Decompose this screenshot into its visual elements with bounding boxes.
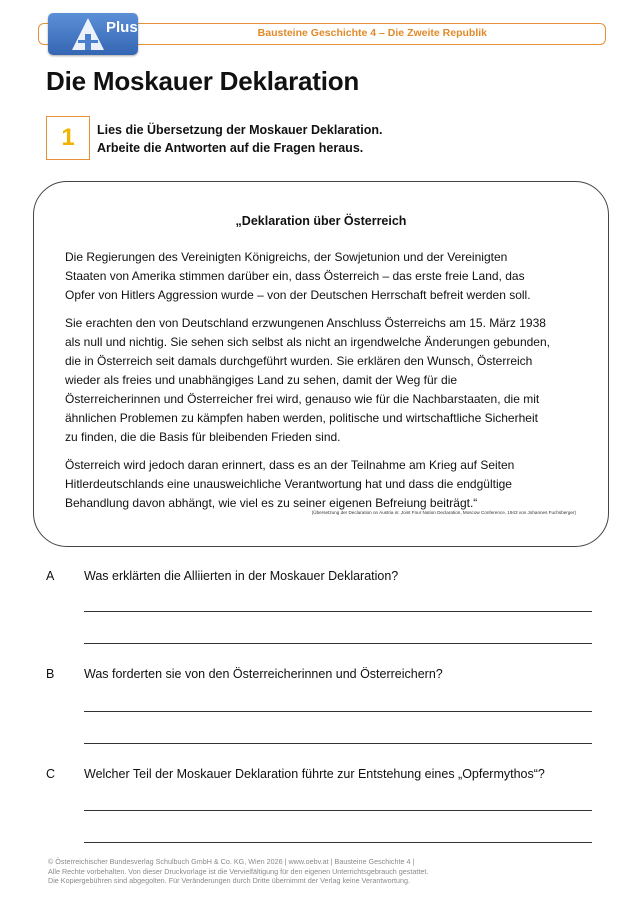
source-title: „Deklaration über Österreich	[235, 214, 407, 228]
answer-line-a2[interactable]	[84, 643, 592, 644]
source-box	[33, 181, 609, 547]
question-c-text: Welcher Teil der Moskauer Deklaration führte zur Entstehung eines „Opfermythos“?	[84, 767, 545, 781]
source-line: zu finden, die die Basis für bleibenden Frieden sind.	[65, 430, 341, 444]
source-line: wieder als freies und unabhängiges Land zu sehen, damit der Weg für die	[65, 373, 458, 387]
answer-line-b1[interactable]	[84, 711, 592, 712]
source-paragraph	[65, 456, 595, 513]
question-letter-c: C	[46, 767, 56, 781]
answer-line-a1[interactable]	[84, 611, 592, 612]
task-line: Lies die Übersetzung der Moskauer Deklaration.	[97, 123, 383, 137]
source-line: Österreicherinnen und Österreicher frei wird, genauso wie für die Nachbarstaaten, die mit	[65, 392, 540, 406]
source-line: Sie erachten den von Deutschland erzwungenen Anschluss Österreichs am 15. März 1938	[65, 316, 546, 330]
task-instructions	[97, 121, 383, 157]
source-line: Hitlerdeutschlands eine unausweichliche Verantwortung hat und dass die endgültige	[65, 477, 512, 491]
question-b-text: Was forderten sie von den Österreicherinnen und Österreichern?	[84, 667, 443, 681]
question-letter-a: A	[46, 569, 55, 583]
footer-copyright: © Österreichischer Bundesverlag Schulbuch GmbH & Co. KG, Wien 2026 | www.oebv.at | Bausteine Geschichte 4 |	[48, 857, 415, 866]
answer-line-c2[interactable]	[84, 842, 592, 843]
footer-disclaimer: Die Kopiergebühren sind abgegolten. Für Veränderungen durch Dritte übernimmt der Verlag keine Verantwortung.	[48, 876, 410, 885]
logo-text: Plus	[106, 19, 138, 36]
footer	[48, 857, 428, 886]
source-line: Österreich wird jedoch daran erinnert, dass es an der Teilnahme am Krieg auf Seiten	[65, 458, 515, 472]
source-line: Behandlung davon abhängt, wie viel es zu seiner eigenen Befreiung beiträgt.“	[65, 496, 478, 510]
source-line: Staaten von Amerika stimmen darüber ein, dass Österreich – das erste freie Land, das	[65, 269, 525, 283]
page-title: Die Moskauer Deklaration	[46, 66, 360, 96]
source-line: ähnlichen Problemen zu kämpfen haben werden, politische und wirtschaftliche Sicherheit	[65, 411, 538, 425]
source-line: Opfer von Hitlers Aggression wurde – von der Deutschen Herrschaft befreit werden soll.	[65, 288, 531, 302]
question-letter-b: B	[46, 667, 55, 681]
source-citation: (Übersetzung der Declaration on Austria in: Joint Four Nation Declaration, Moscow Conference, 1943 von Johannes Fuchsberger)	[311, 510, 576, 515]
source-paragraph	[65, 314, 595, 447]
task-line: Arbeite die Antworten auf die Fragen heraus.	[97, 141, 364, 155]
source-paragraph	[65, 248, 595, 305]
task-number: 1	[46, 116, 90, 160]
answer-line-b2[interactable]	[84, 743, 592, 744]
triangle-logo-icon	[70, 16, 106, 52]
footer-rights: Alle Rechte vorbehalten. Von dieser Druckvorlage ist die Vervielfältigung für den eigenen Unterrichtsgebrauch gestattet.	[48, 866, 429, 876]
question-a-text: Was erklärten die Alliierten in der Moskauer Deklaration?	[84, 569, 399, 583]
source-line: die in Österreich seit damals durchgeführt wurden. Sie erklären den Wunsch, Österreich	[65, 354, 533, 368]
answer-line-c1[interactable]	[84, 810, 592, 811]
series-title: Bausteine Geschichte 4 – Die Zweite Republik	[257, 27, 487, 39]
source-line: Die Regierungen des Vereinigten Königreichs, der Sowjetunion und der Vereinigten	[65, 250, 508, 264]
logo	[48, 13, 138, 55]
source-body	[65, 248, 595, 522]
source-line: als null und nichtig. Sie sehen sich selbst als nicht an irgendwelche Änderungen gebunden,	[65, 335, 550, 349]
